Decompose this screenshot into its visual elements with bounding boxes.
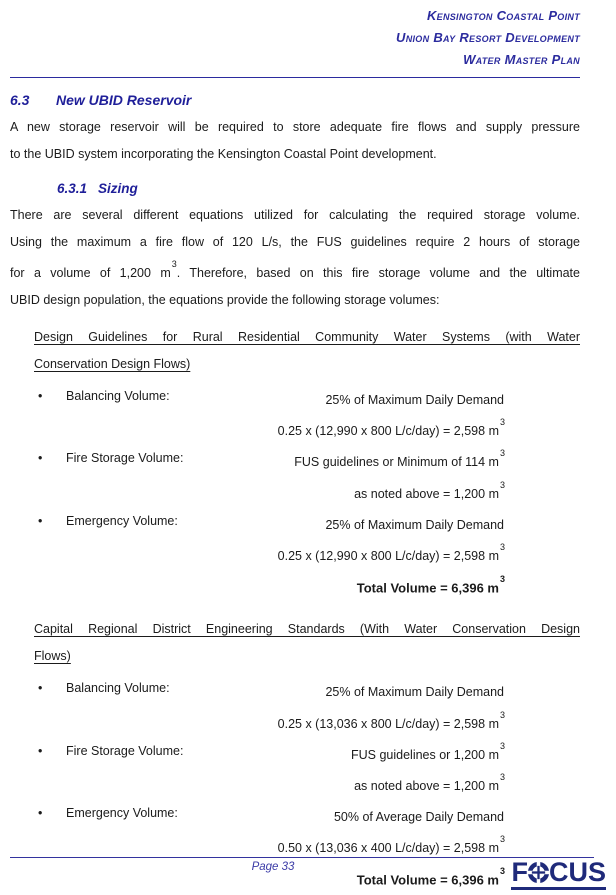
bullet-icon: • xyxy=(38,806,43,821)
volume-label: Emergency Volume: xyxy=(66,806,178,821)
superscript: 3 xyxy=(499,541,505,552)
paragraph-line: A new storage reservoir will be required to store adequate fire flows and supply pressure xyxy=(10,120,580,134)
superscript: 3 xyxy=(499,417,505,428)
volume-label: Balancing Volume: xyxy=(66,681,170,696)
superscript: 3 xyxy=(499,709,505,720)
volume-group-crd-standards xyxy=(34,616,580,894)
group-heading xyxy=(34,324,580,378)
volume-group-design-guidelines xyxy=(34,324,580,602)
equation-text: 0.25 x (12,990 x 800 L/c/day) = 2,598 m xyxy=(277,424,499,439)
section-title: New UBID Reservoir xyxy=(56,92,192,108)
bullet-icon: • xyxy=(38,451,43,466)
superscript: 3 xyxy=(499,448,505,459)
paragraph-line: to the UBID system incorporating the Kensington Coastal Point development. xyxy=(10,147,437,161)
section-number: 6.3 xyxy=(10,92,30,108)
equation-text: 0.50 x (13,036 x 400 L/c/day) = 2,598 m xyxy=(277,841,499,856)
paragraph-line xyxy=(10,256,580,287)
page-number: Page 33 xyxy=(251,861,295,873)
subsection-title: Sizing xyxy=(98,181,138,196)
volume-value-text: 25% of Maximum Daily Demand xyxy=(325,393,504,408)
focus-reticle-icon xyxy=(527,861,550,884)
total-volume xyxy=(34,570,580,602)
paragraph-text: for a volume of 1,200 m xyxy=(10,266,171,281)
volume-value xyxy=(325,508,505,539)
group-heading-line: Conservation Design Flows) xyxy=(34,357,191,372)
header-rule xyxy=(10,77,580,78)
list-item xyxy=(34,383,580,414)
volume-equation xyxy=(34,707,580,738)
volume-value-text: 25% of Maximum Daily Demand xyxy=(325,517,504,532)
superscript: 3 xyxy=(171,259,177,269)
volume-label: Balancing Volume: xyxy=(66,389,170,404)
total-volume-text: Total Volume = 6,396 m xyxy=(356,580,499,596)
volume-value xyxy=(334,800,505,831)
focus-logo-text-f: F xyxy=(511,857,528,887)
group-heading-line: Flows) xyxy=(34,649,71,664)
superscript: 3 xyxy=(499,866,505,877)
volume-value-text: FUS guidelines or Minimum of 114 m xyxy=(294,455,499,470)
footer-content xyxy=(10,858,606,892)
volume-value xyxy=(325,675,505,706)
volume-equation xyxy=(34,477,580,508)
volume-label: Fire Storage Volume: xyxy=(66,451,184,466)
volume-value-text: 25% of Maximum Daily Demand xyxy=(325,685,504,700)
superscript: 3 xyxy=(499,740,505,751)
list-item xyxy=(34,445,580,476)
volume-value-text: FUS guidelines or 1,200 m xyxy=(350,747,499,762)
volume-value xyxy=(294,445,505,476)
superscript: 3 xyxy=(499,771,505,782)
subsection-heading xyxy=(57,180,580,197)
sizing-paragraph xyxy=(10,202,580,314)
bullet-icon: • xyxy=(38,681,43,696)
equation-text: 0.25 x (13,036 x 800 L/c/day) = 2,598 m xyxy=(277,716,499,731)
superscript: 3 xyxy=(499,834,505,845)
superscript: 3 xyxy=(499,479,505,490)
volume-list xyxy=(34,383,580,602)
focus-logo xyxy=(511,859,606,890)
page-footer xyxy=(10,857,606,892)
list-item xyxy=(34,738,580,769)
list-item xyxy=(34,675,580,706)
group-heading-line: Capital Regional District Engineering Standards (With Water Conservation Design xyxy=(34,622,580,637)
group-heading-line: Design Guidelines for Rural Residential Community Water Systems (with Water xyxy=(34,330,580,345)
equation-text: 0.25 x (12,990 x 800 L/c/day) = 2,598 m xyxy=(277,549,499,564)
header-project-title: Kensington Coastal Point xyxy=(426,8,580,23)
volume-value-text: 50% of Average Daily Demand xyxy=(333,810,504,825)
volume-label: Emergency Volume: xyxy=(66,513,178,528)
list-item xyxy=(34,800,580,831)
superscript: 3 xyxy=(499,574,505,585)
volume-label: Fire Storage Volume: xyxy=(66,743,184,758)
group-heading xyxy=(34,616,580,670)
subsection-number: 6.3.1 xyxy=(57,181,88,196)
equation-text: as noted above = 1,200 m xyxy=(354,779,499,794)
paragraph-text: . Therefore, based on this fire storage volume and the ultimate xyxy=(176,266,580,281)
paragraph-line: Using the maximum a fire flow of 120 L/s, the FUS guidelines require 2 hours of storage xyxy=(10,235,580,249)
paragraph-line: There are several different equations utilized for calculating the required storage volume. xyxy=(10,208,580,222)
focus-logo-text-cus: CUS xyxy=(548,857,606,887)
header-development-title: Union Bay Resort Development xyxy=(396,30,580,45)
document-header xyxy=(10,5,580,71)
volume-equation xyxy=(34,769,580,800)
volume-equation xyxy=(34,539,580,570)
total-volume-text: Total Volume = 6,396 m xyxy=(356,872,499,888)
volume-value xyxy=(325,383,505,414)
paragraph-line: UBID design population, the equations provide the following storage volumes: xyxy=(10,293,440,308)
intro-paragraph xyxy=(10,114,580,168)
list-item xyxy=(34,508,580,539)
bullet-icon: • xyxy=(38,743,43,758)
bullet-icon: • xyxy=(38,389,43,404)
bullet-icon: • xyxy=(38,513,43,528)
section-heading xyxy=(10,92,580,109)
equation-text: as noted above = 1,200 m xyxy=(354,486,499,501)
volume-equation xyxy=(34,414,580,445)
header-report-title: Water Master Plan xyxy=(463,52,580,67)
volume-value xyxy=(351,738,505,769)
